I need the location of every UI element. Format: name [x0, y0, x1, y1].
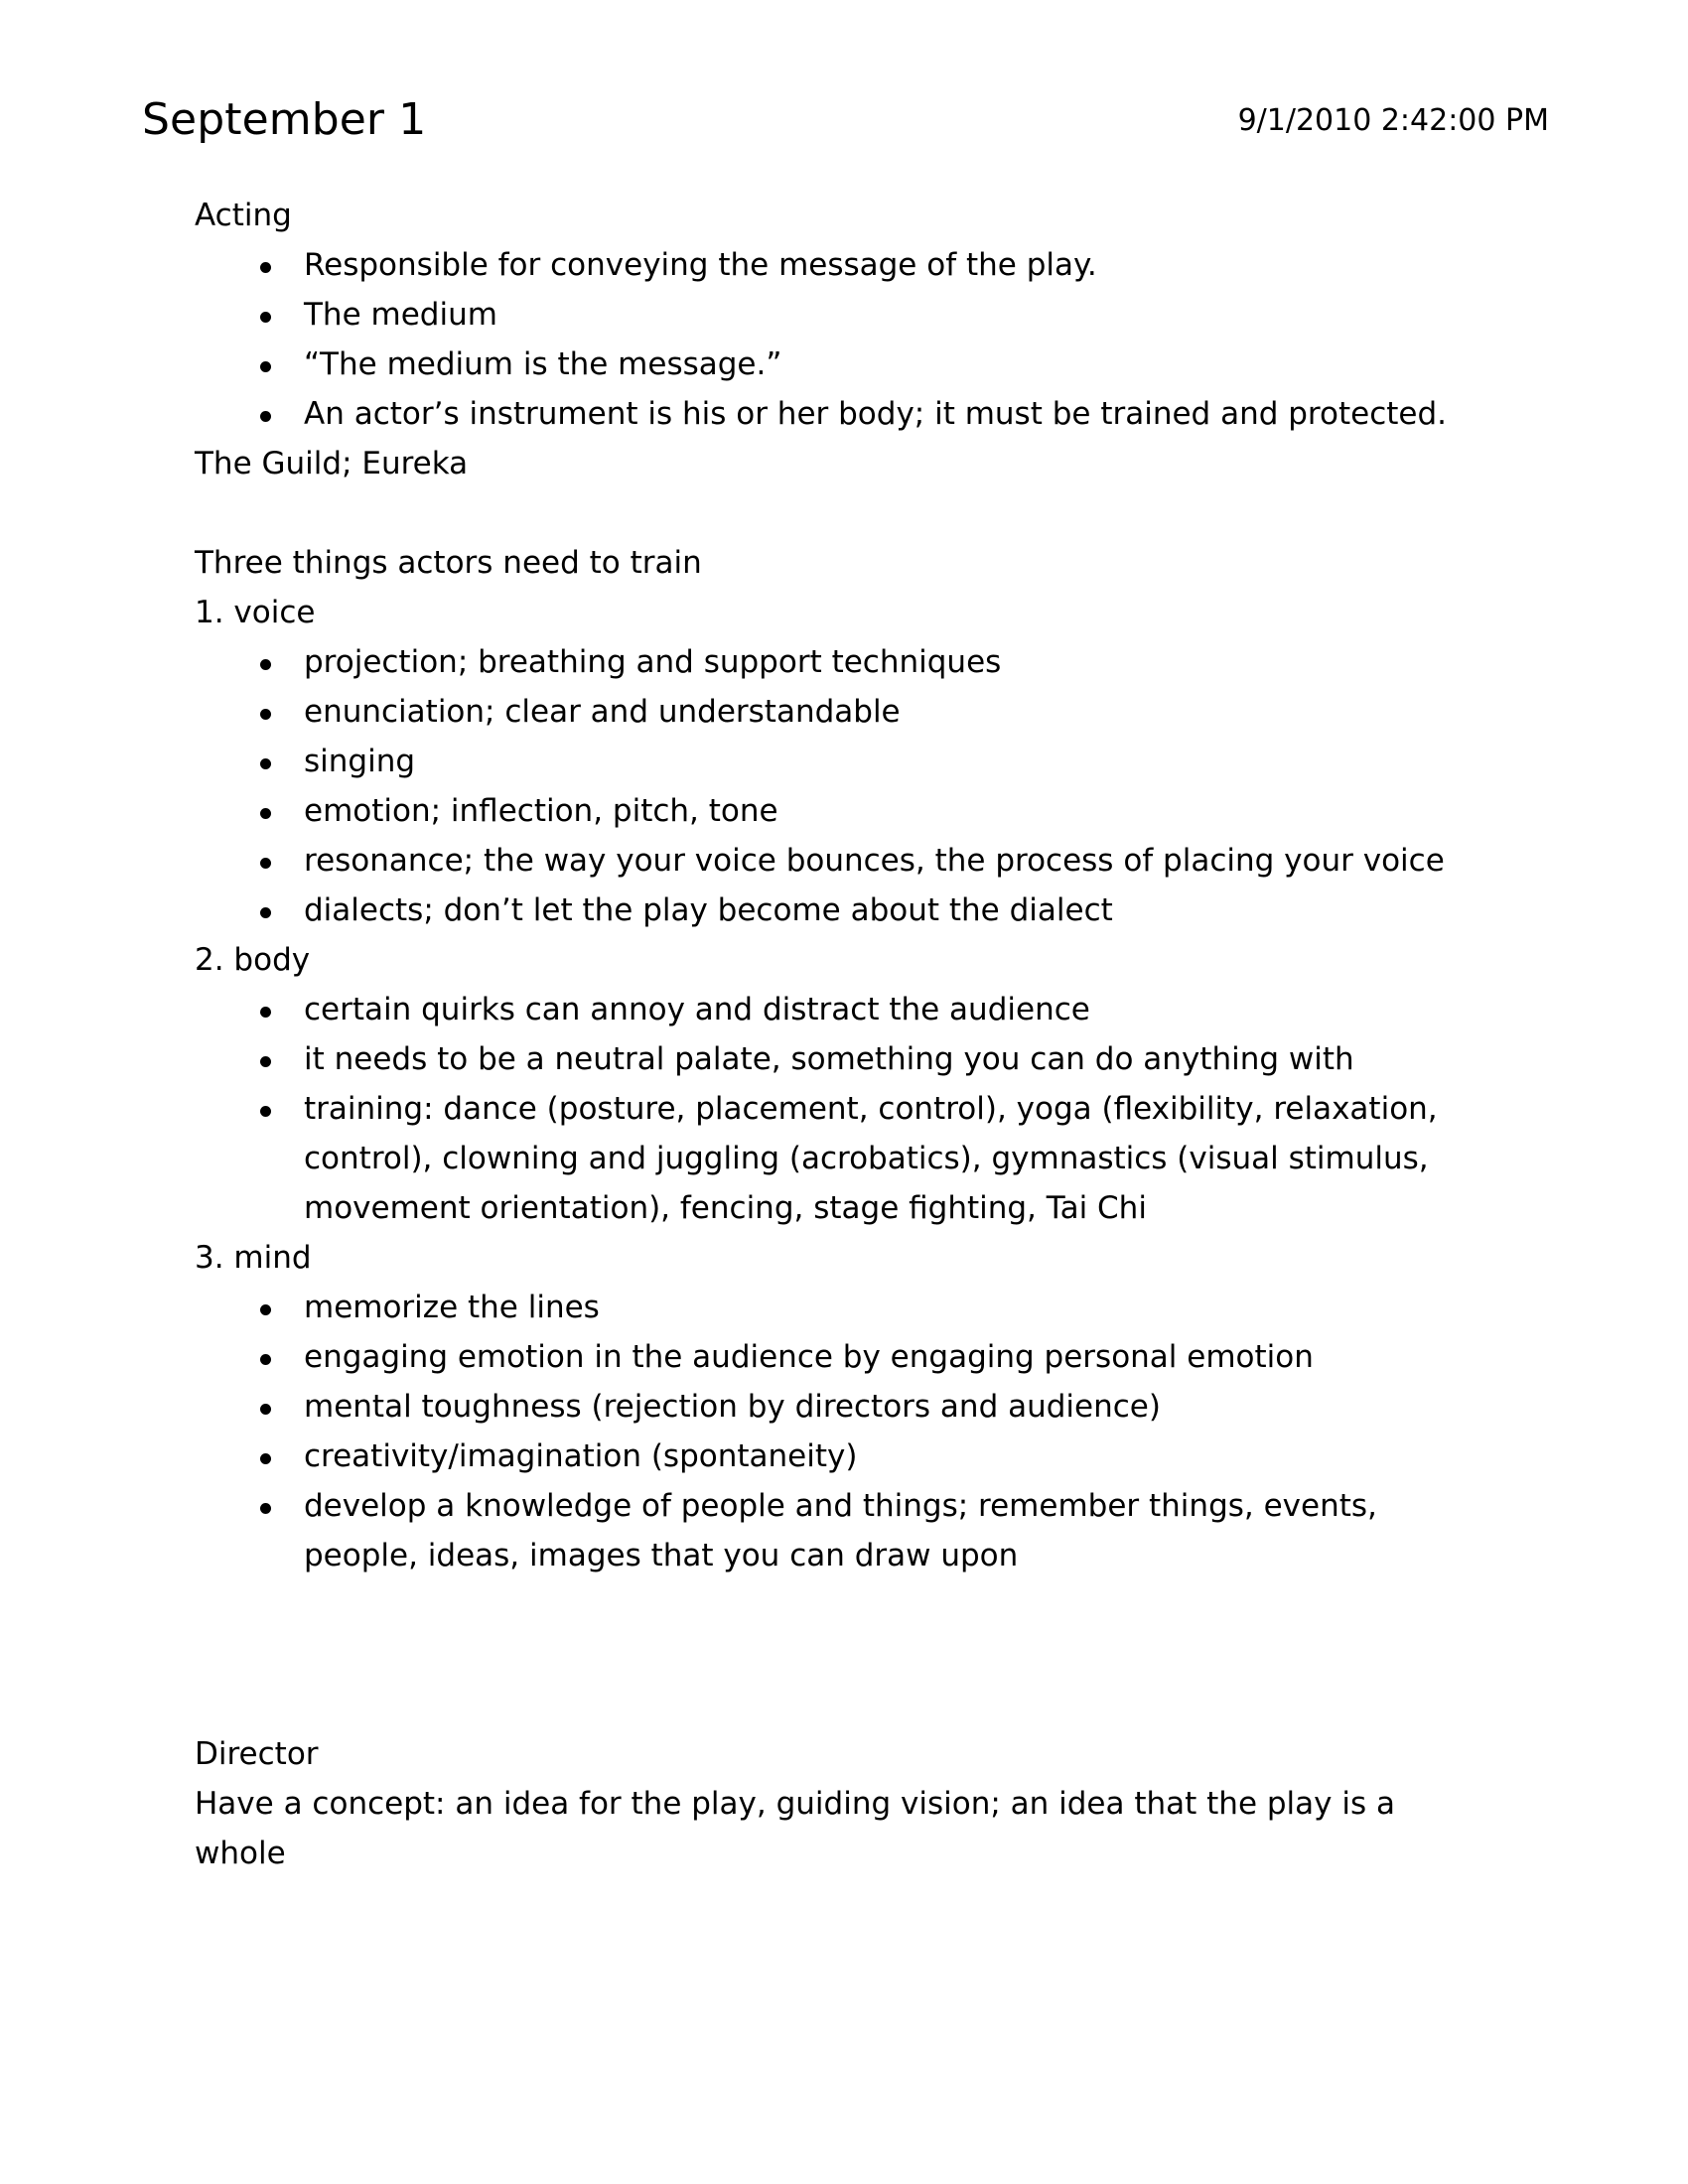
timestamp: 9/1/2010 2:42:00 PM	[1237, 103, 1549, 138]
list-item: engaging emotion in the audience by engaging personal emotion	[195, 1332, 1495, 1382]
list-item: An actor’s instrument is his or her body; it must be trained and protected.	[195, 389, 1495, 439]
list-item: projection; breathing and support techniques	[195, 637, 1495, 687]
section-heading-acting: Acting	[195, 198, 292, 233]
list-item: dialects; don’t let the play become about the dialect	[195, 886, 1495, 935]
acting-bullet-list	[195, 240, 1495, 439]
training-group-label-body: 2. body	[195, 942, 311, 978]
blank-lines	[195, 1580, 1495, 1729]
list-item: Responsible for conveying the message of the play.	[195, 240, 1495, 290]
list-item: creativity/imagination (spontaneity)	[195, 1432, 1495, 1481]
mind-bullet-list	[195, 1283, 1495, 1580]
list-item: it needs to be a neutral palate, something you can do anything with	[195, 1034, 1495, 1084]
list-item: develop a knowledge of people and things; remember things, events, people, ideas, images that you can draw upon	[195, 1481, 1495, 1580]
acting-footnote: The Guild; Eureka	[195, 446, 469, 481]
list-item: enunciation; clear and understandable	[195, 687, 1495, 737]
director-body: Have a concept: an idea for the play, guiding vision; an idea that the play is a whole	[195, 1786, 1405, 1871]
training-group-label-mind: 3. mind	[195, 1240, 312, 1276]
voice-bullet-list	[195, 637, 1495, 935]
list-item: training: dance (posture, placement, control), yoga (flexibility, relaxation, control), clowning and juggling (acrobatics), gymnastics (visual stimulus, movement orientation), fencing, stage fighting, Tai Chi	[195, 1084, 1495, 1233]
list-item: memorize the lines	[195, 1283, 1495, 1332]
page-title: September 1	[142, 94, 427, 145]
document-body	[195, 191, 1495, 1878]
list-item: emotion; inflection, pitch, tone	[195, 786, 1495, 836]
training-group-label-voice: 1. voice	[195, 595, 316, 630]
list-item: The medium	[195, 290, 1495, 340]
section-heading-training: Three things actors need to train	[195, 545, 702, 581]
list-item: resonance; the way your voice bounces, the process of placing your voice	[195, 836, 1495, 886]
list-item: mental toughness (rejection by directors and audience)	[195, 1382, 1495, 1432]
list-item: “The medium is the message.”	[195, 340, 1495, 389]
document-header	[0, 95, 1688, 155]
list-item: certain quirks can annoy and distract the audience	[195, 985, 1495, 1034]
list-item: singing	[195, 737, 1495, 786]
blank-line	[195, 488, 1495, 538]
body-bullet-list	[195, 985, 1495, 1233]
section-heading-director: Director	[195, 1736, 319, 1772]
